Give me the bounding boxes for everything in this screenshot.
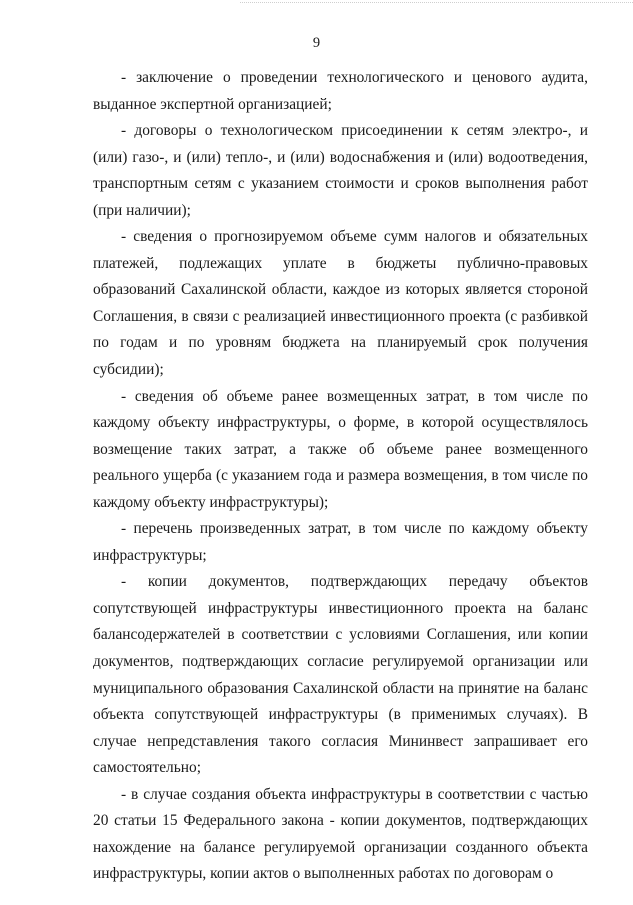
paragraph-audit-conclusion: - заключение о проведении технологического и ценового аудита, выданное экспертной организацией;	[93, 69, 588, 113]
scan-edge-rule	[240, 2, 633, 3]
paragraph-infrastructure-creation: - в случае создания объекта инфраструктуры в соответствии с частью 20 статьи 15 Федерального закона - копии документов, подтверждающих нахождение на балансе регулируемой организации созданного объекта инфраструктуры, копии актов о выполненных работах по договорам о	[93, 785, 588, 883]
paragraph-costs-list: - перечень произведенных затрат, в том числе по каждому объекту инфраструктуры;	[93, 520, 588, 564]
paragraph-connection-contracts: - договоры о технологическом присоединении к сетям электро-, и (или) газо-, и (или) тепло-, и (или) водоснабжения и (или) водоотведения, транспортным сетям с указанием стоимости и сроков выполнения работ (при наличии);	[93, 122, 588, 219]
page-number: 9	[312, 35, 321, 51]
paragraph-tax-forecast: - сведения о прогнозируемом объеме сумм налогов и обязательных платежей, подлежащих уплате в бюджеты публично-правовых образований Сахалинской области, каждое из которых является стороной Соглашения, в связи с реализацией инвестиционного проекта (с разбивкой по годам и по уровням бюджета на планируемый срок получения субсидии);	[93, 228, 588, 379]
paragraph-reimbursed-costs: - сведения об объеме ранее возмещенных затрат, в том числе по каждому объекту инфраструктуры, о форме, в которой осуществлялось возмещение таких затрат, а также об объеме ранее возмещенного реального ущерба (с указанием года и размера возмещения, в том числе по каждому объекту инфраструктуры);	[93, 387, 588, 511]
document-body	[93, 65, 588, 888]
paragraph-transfer-documents: - копии документов, подтверждающих передачу объектов сопутствующей инфраструктуры инвестиционного проекта на баланс балансодержателей в соответствии с условиями Соглашения, или копии документов, подтверждающих согласие регулируемой организации или муниципального образования Сахалинской области на принятие на баланс объекта сопутствующей инфраструктуры (в применимых случаях). В случае непредставления такого согласия Мининвест запрашивает его самостоятельно;	[93, 573, 588, 777]
